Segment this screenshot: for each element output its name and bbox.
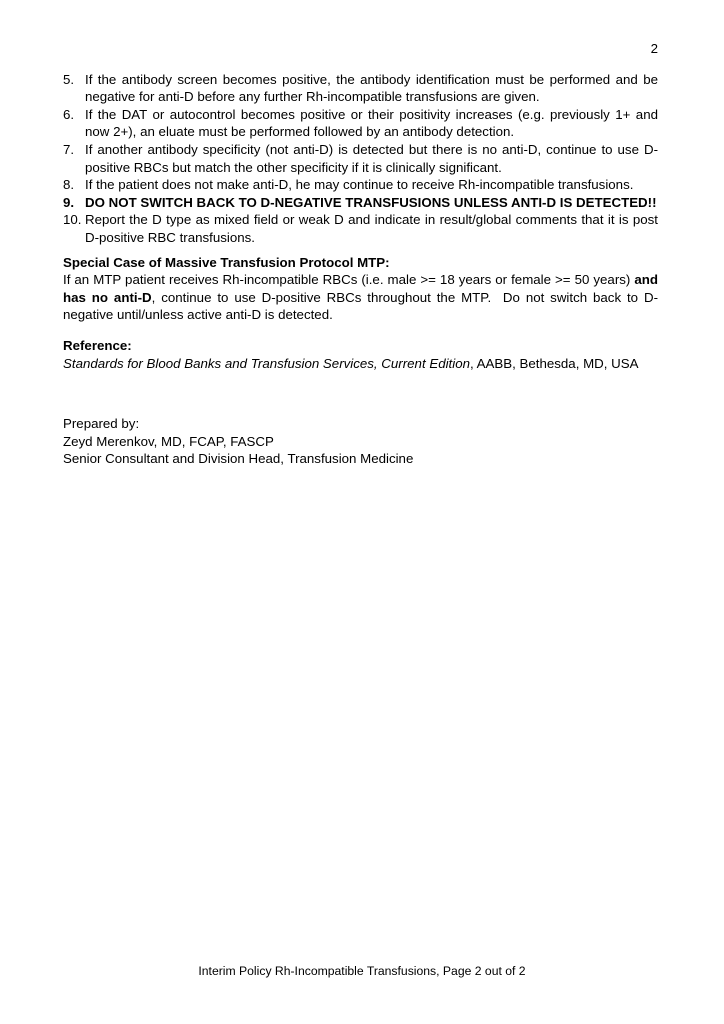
list-text: If another antibody specificity (not anti-D) is detected but there is no anti-D, continue to use D-positive RBCs but match the other specificity if it is clinically significant. — [85, 141, 658, 175]
list-number: 8. — [63, 177, 75, 193]
list-item-5 — [63, 71, 658, 106]
prepared-by-block — [63, 415, 658, 468]
mtp-text-2: , continue to use D-positive RBCs throughout the MTP. Do not switch back to D- negative until/unless active anti-D is detected. — [63, 289, 658, 323]
list-number: 9. — [63, 194, 75, 210]
document-content — [63, 40, 658, 468]
list-text: If the DAT or autocontrol becomes positive or their positivity increases (e.g. previously 1+ and now 2+), an eluate must be performed followed by an antibody detection. — [85, 106, 658, 140]
prepared-by-label: Prepared by: — [63, 416, 140, 432]
reference-italic-title: Standards for Blood Banks and Transfusion Services, Current Edition — [63, 355, 470, 371]
mtp-section-heading: Special Case of Massive Transfusion Protocol MTP: — [63, 254, 390, 270]
list-number: 5. — [63, 71, 75, 87]
numbered-list — [63, 71, 658, 247]
list-item-10 — [63, 211, 658, 246]
reference-paragraph — [63, 355, 658, 373]
page-number: 2 — [650, 41, 658, 56]
mtp-paragraph — [63, 271, 658, 324]
mtp-text-bold: and has no anti-D — [63, 272, 658, 305]
list-item-8 — [63, 176, 658, 194]
list-number: 7. — [63, 141, 75, 157]
prepared-by-title: Senior Consultant and Division Head, Transfusion Medicine — [63, 451, 414, 467]
list-text: DO NOT SWITCH BACK TO D-NEGATIVE TRANSFUSIONS UNLESS ANTI-D IS DETECTED!! — [85, 194, 657, 210]
prepared-by-name: Zeyd Merenkov, MD, FCAP, FASCP — [63, 433, 274, 449]
reference-heading: Reference: — [63, 337, 132, 353]
list-item-7 — [63, 141, 658, 176]
list-number: 10. — [63, 212, 82, 228]
list-item-9 — [63, 194, 658, 212]
list-text: If the patient does not make anti-D, he may continue to receive Rh-incompatible transfusions. — [85, 177, 634, 193]
list-text: If the antibody screen becomes positive, the antibody identification must be performed and be negative for anti-D before any further Rh-incompatible transfusions are given. — [85, 71, 658, 105]
list-text: Report the D type as mixed field or weak D and indicate in result/global comments that it is post D-positive RBC transfusions. — [85, 212, 658, 245]
page-footer: Interim Policy Rh-Incompatible Transfusions, Page 2 out of 2 — [198, 964, 526, 978]
list-item-6 — [63, 106, 658, 141]
mtp-text-1: If an MTP patient receives Rh-incompatible RBCs (i.e. male >= 18 years or female >= 50 years) — [63, 272, 635, 288]
reference-publisher: , AABB, Bethesda, MD, USA — [470, 355, 639, 371]
list-number: 6. — [63, 106, 75, 122]
